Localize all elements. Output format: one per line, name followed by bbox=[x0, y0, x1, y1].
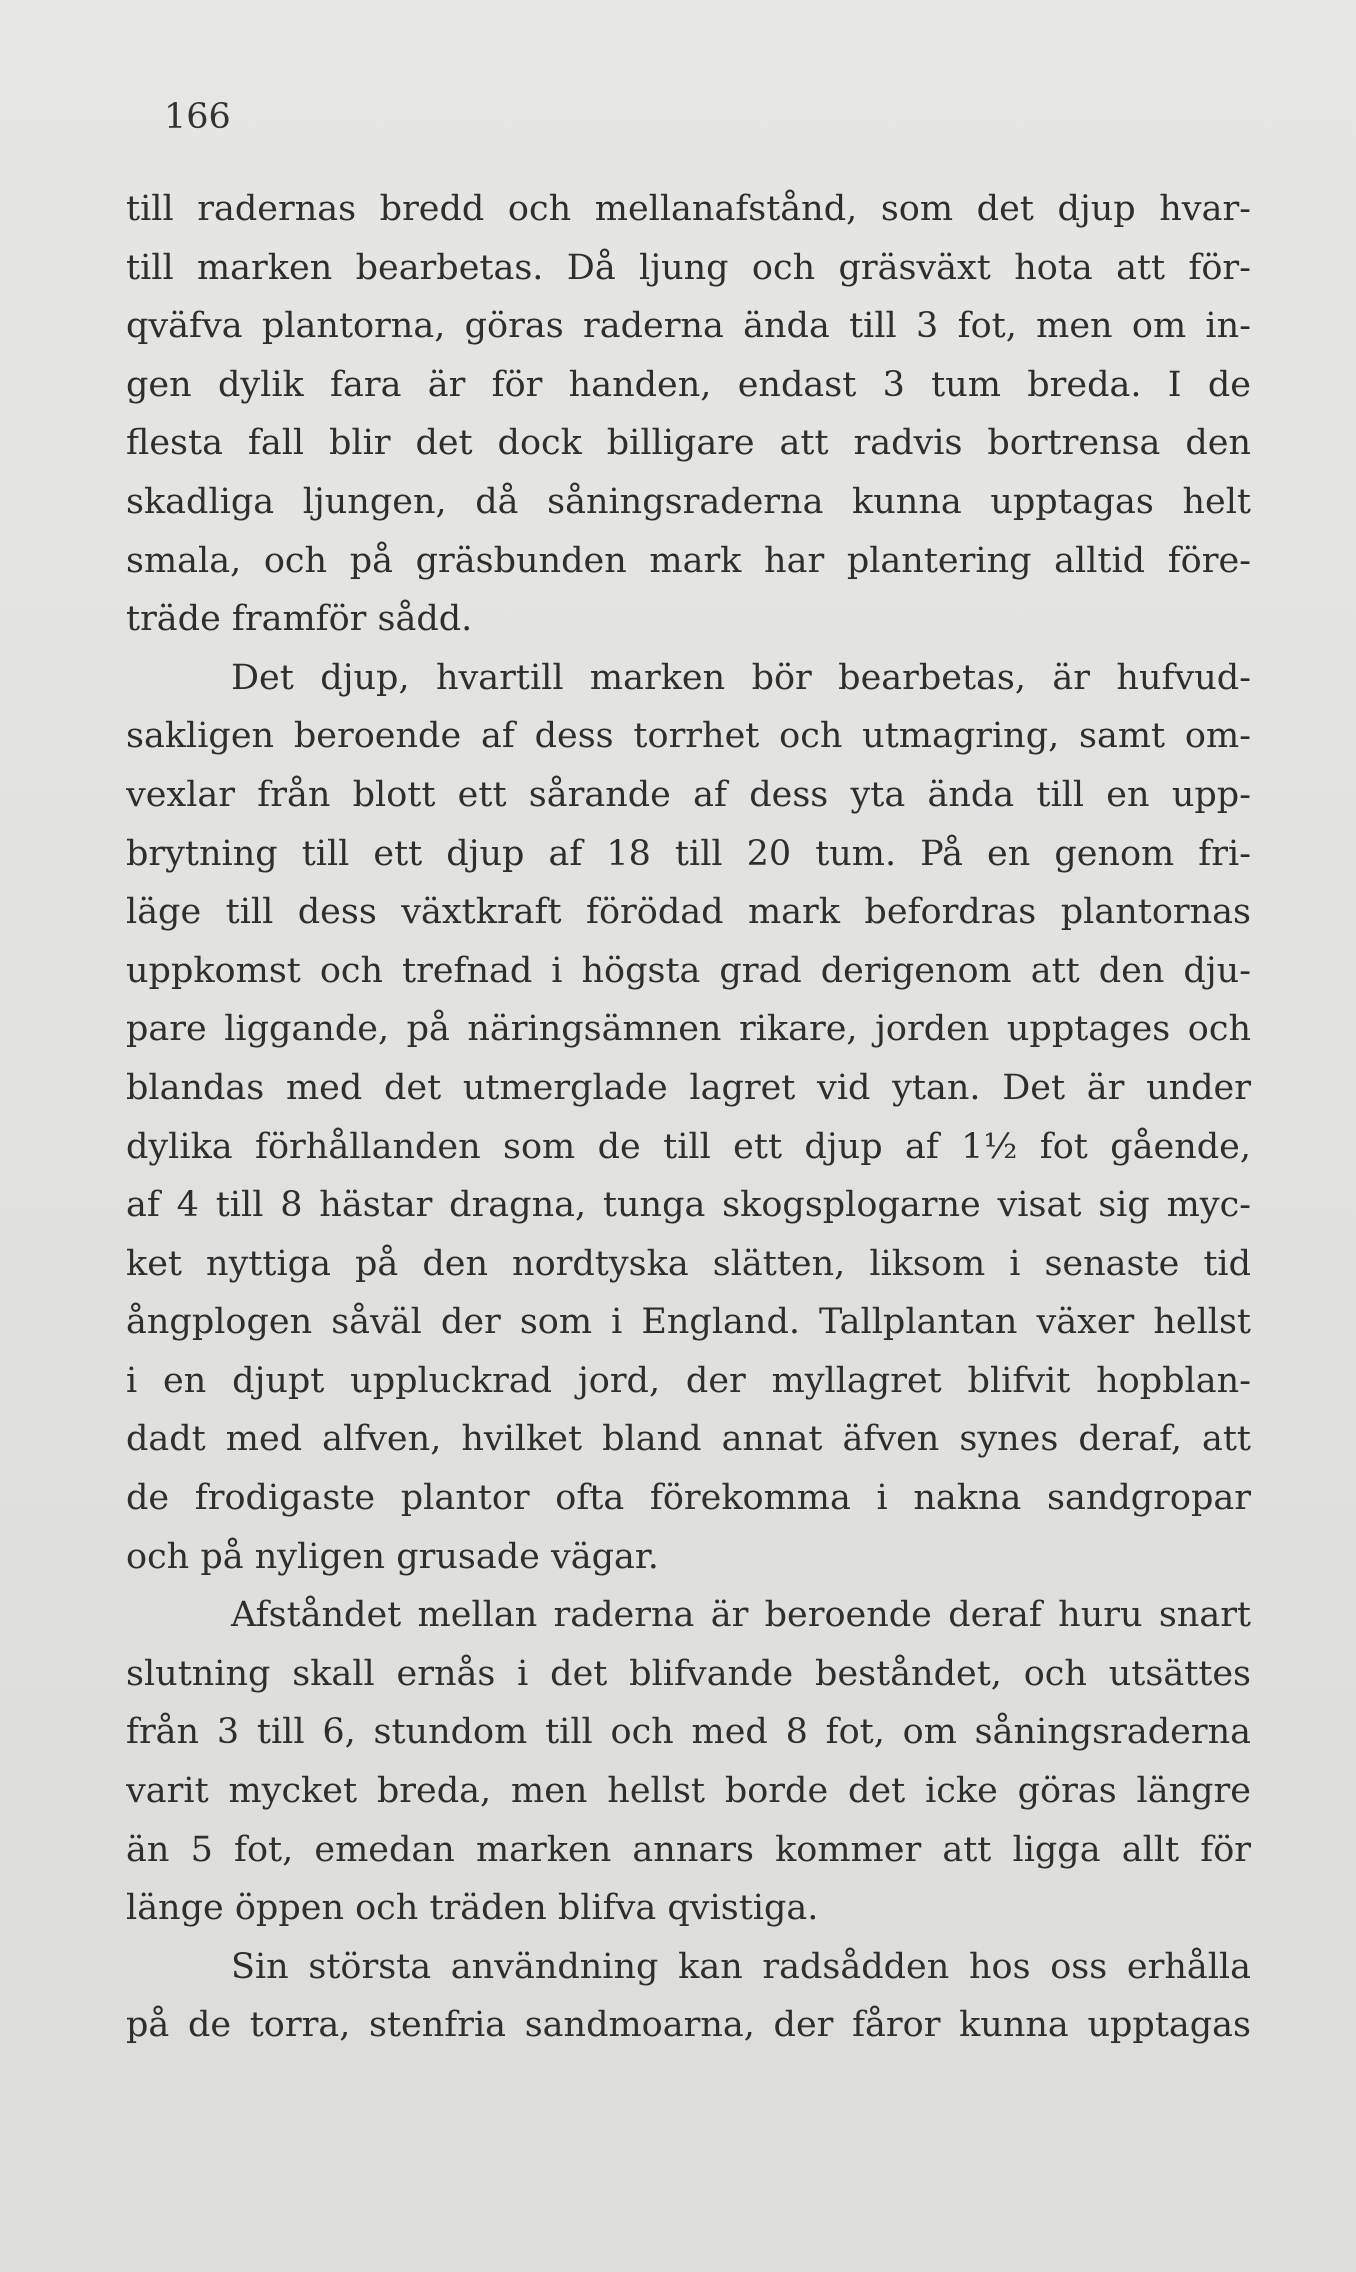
text-line: i en djupt uppluckrad jord, der myllagret blifvit hopblan- bbox=[126, 1360, 1251, 1401]
text-line: pare liggande, på näringsämnen rikare, jorden upptages och bbox=[126, 1009, 1251, 1050]
text-line: vexlar från blott ett sårande af dess yta ända till en upp- bbox=[126, 774, 1251, 815]
text-line: och på nyligen grusade vägar. bbox=[126, 1536, 659, 1577]
text-line: dylika förhållanden som de till ett djup af 1½ fot gående, bbox=[126, 1126, 1251, 1167]
text-line: ångplogen såväl der som i England. Tallplantan växer hellst bbox=[126, 1302, 1251, 1343]
text-line: varit mycket breda, men hellst borde det icke göras längre bbox=[126, 1771, 1251, 1812]
text-line: af 4 till 8 hästar dragna, tunga skogsplogarne visat sig myc- bbox=[126, 1185, 1251, 1226]
text-line: träde framför sådd. bbox=[126, 599, 473, 640]
text-line: Afståndet mellan raderna är beroende deraf huru snart bbox=[231, 1595, 1251, 1636]
text-line: skadliga ljungen, då såningsraderna kunna upptagas helt bbox=[126, 481, 1251, 522]
text-line: flesta fall blir det dock billigare att radvis bortrensa den bbox=[126, 423, 1251, 464]
text-line: de frodigaste plantor ofta förekomma i nakna sandgropar bbox=[126, 1478, 1251, 1519]
text-line: länge öppen och träden blifva qvistiga. bbox=[126, 1888, 819, 1929]
text-line: qväfva plantorna, göras raderna ända till 3 fot, men om in- bbox=[126, 306, 1251, 347]
text-line: brytning till ett djup af 18 till 20 tum. På en genom fri- bbox=[126, 833, 1251, 874]
text-line: sakligen beroende af dess torrhet och utmagring, samt om- bbox=[126, 716, 1251, 757]
text-line: blandas med det utmerglade lagret vid ytan. Det är under bbox=[126, 1067, 1251, 1108]
text-line: ket nyttiga på den nordtyska slätten, liksom i senaste tid bbox=[126, 1243, 1251, 1284]
text-line: läge till dess växtkraft förödad mark befordras plantornas bbox=[126, 892, 1251, 933]
page-number: 166 bbox=[164, 97, 231, 137]
text-line: uppkomst och trefnad i högsta grad derigenom att den dju- bbox=[126, 950, 1251, 991]
text-line: från 3 till 6, stundom till och med 8 fot, om såningsraderna bbox=[126, 1712, 1251, 1753]
text-line: slutning skall ernås i det blifvande beståndet, och utsättes bbox=[126, 1653, 1251, 1694]
text-line: gen dylik fara är för handen, endast 3 tum breda. I de bbox=[126, 364, 1251, 405]
paragraph-3 bbox=[126, 1586, 1251, 1938]
text-line: smala, och på gräsbunden mark har plantering alltid före- bbox=[126, 540, 1251, 581]
text-line: Det djup, hvartill marken bör bearbetas, är hufvud- bbox=[231, 657, 1251, 698]
text-line: till radernas bredd och mellanafstånd, som det djup hvar- bbox=[126, 189, 1251, 229]
text-line: dadt med alfven, hvilket bland annat äfven synes deraf, att bbox=[126, 1419, 1251, 1460]
text-line: på de torra, stenfria sandmoarna, der fåror kunna upptagas bbox=[126, 2005, 1251, 2046]
text-line: än 5 fot, emedan marken annars kommer att ligga allt för bbox=[126, 1829, 1251, 1870]
text-line: till marken bearbetas. Då ljung och gräsväxt hota att för- bbox=[126, 247, 1251, 288]
paragraph-1 bbox=[126, 180, 1251, 649]
body-text bbox=[126, 180, 1251, 2055]
text-line: Sin största användning kan radsådden hos oss erhålla bbox=[231, 1946, 1251, 1987]
paragraph-4 bbox=[126, 1938, 1251, 2055]
paragraph-2 bbox=[126, 649, 1251, 1587]
